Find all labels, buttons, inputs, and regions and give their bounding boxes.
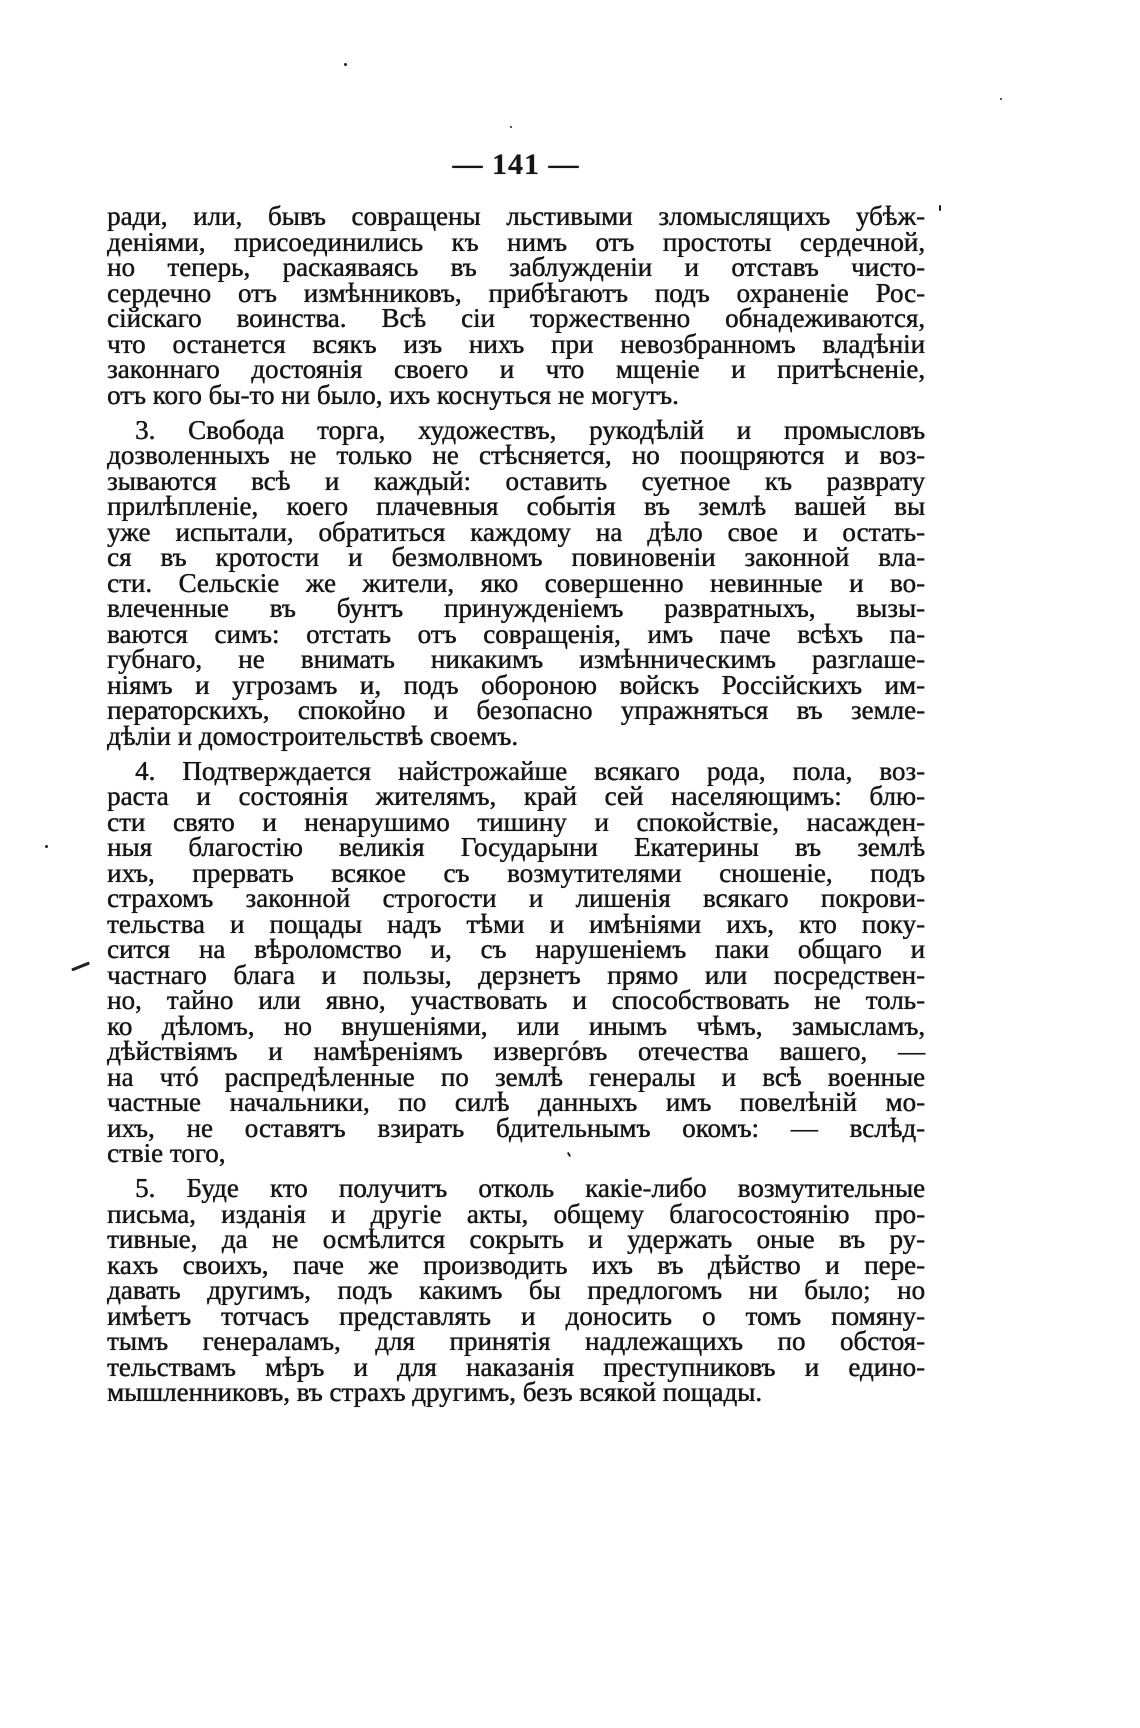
text-line bbox=[107, 1275, 925, 1305]
text-line-content: мышленниковъ, въ страхъ другимъ, безъ всякой пощады. bbox=[107, 1377, 763, 1407]
text-line-content: ваются симъ: отстать отъ совращенія, имъ паче всѣхъ па- bbox=[107, 618, 925, 649]
text-line bbox=[107, 695, 925, 725]
text-line-content: 4. Подтверждается найстрожайше всякаго рода, пола, воз- bbox=[135, 755, 925, 786]
text-line-content: уже испытали, обратиться каждому на дѣло свое и остать- bbox=[107, 516, 925, 547]
text-line bbox=[107, 781, 925, 811]
text-line bbox=[107, 1036, 925, 1066]
text-line bbox=[107, 593, 925, 623]
text-line-content: раста и состоянія жителямъ, край сей населяющимъ: блю- bbox=[107, 781, 925, 811]
text-line bbox=[107, 542, 925, 572]
text-line-content: сти. Сельскіе же жители, яко совершенно невинные и во- bbox=[107, 567, 925, 598]
text-line-content: губнаго, не внимать никакимъ измѣнническимъ разглаше- bbox=[107, 644, 925, 674]
text-line-content: но, тайно или явно, участвовать и способствовать не толь- bbox=[107, 985, 925, 1015]
text-line-content: кахъ своихъ, паче же производить ихъ въ дѣйство и пере- bbox=[107, 1249, 925, 1280]
text-line-content: тымъ генераламъ, для принятія надлежащихъ по обстоя- bbox=[107, 1326, 925, 1356]
text-line bbox=[107, 440, 925, 470]
text-line bbox=[107, 303, 925, 333]
text-line-content: прилѣпленіе, коего плачевныя событія въ землѣ вашей вы bbox=[107, 491, 925, 521]
text-line bbox=[107, 1173, 925, 1203]
text-line-content: отъ кого бы-то ни было, ихъ коснуться не могутъ. bbox=[107, 379, 679, 410]
text-line-content: дѣліи и домостроительствѣ своемъ. bbox=[107, 720, 518, 751]
text-line bbox=[107, 1138, 925, 1168]
text-line bbox=[107, 1224, 925, 1254]
text-line-content: частнаго блага и пользы, дерзнетъ прямо или посредствен- bbox=[107, 959, 925, 990]
text-line bbox=[107, 720, 925, 751]
text-line-content: деніями, присоединились къ нимъ отъ простоты сердечной, bbox=[107, 226, 925, 257]
paragraph-5 bbox=[107, 1173, 925, 1407]
text-line-content: законнаго достоянія своего и что мщеніе и притѣсненіе, bbox=[107, 354, 925, 384]
text-line bbox=[107, 985, 925, 1015]
text-line bbox=[107, 644, 925, 674]
text-line-content: на чтó распредѣленные по землѣ генералы и всѣ военные bbox=[107, 1061, 925, 1092]
scan-speck bbox=[344, 63, 347, 66]
scan-speck bbox=[45, 845, 48, 848]
paragraph-continuation bbox=[107, 201, 925, 410]
text-line bbox=[107, 1326, 925, 1356]
body-text bbox=[107, 201, 925, 1407]
text-line-content: страхомъ законной строгости и лишенія всякаго покрови- bbox=[107, 883, 925, 913]
text-line-content: ствіе того, bbox=[107, 1138, 226, 1168]
text-line-content: ніямъ и угрозамъ и, подъ обороною войскъ Россійскихъ им- bbox=[107, 669, 925, 700]
text-line bbox=[107, 252, 925, 282]
text-line-content: ся въ кротости и безмолвномъ повиновеніи законной вла- bbox=[107, 542, 925, 572]
text-line bbox=[107, 934, 925, 964]
text-line-content: частные начальники, по силѣ данныхъ имъ повелѣній мо- bbox=[107, 1087, 925, 1117]
paragraph-4 bbox=[107, 755, 925, 1168]
text-line-content: тельства и пощады надъ тѣми и имѣніями ихъ, кто поку- bbox=[107, 908, 925, 939]
paragraph-3 bbox=[107, 414, 925, 751]
scan-speck bbox=[71, 962, 90, 971]
text-line-content: ихъ, не оставятъ взирать бдительнымъ окомъ: — вслѣд- bbox=[107, 1112, 925, 1143]
text-line-content: влеченные въ бунтъ принужденіемъ развратныхъ, вызы- bbox=[107, 593, 925, 623]
text-line bbox=[107, 491, 925, 521]
text-line-content: ператорскихъ, спокойно и безопасно упражняться въ земле- bbox=[107, 695, 925, 725]
scan-speck bbox=[939, 205, 941, 211]
text-line-content: давать другимъ, подъ какимъ бы предлогомъ ни было; но bbox=[107, 1275, 925, 1305]
text-line-content: ко дѣломъ, но внушеніями, или инымъ чѣмъ, замысламъ, bbox=[107, 1010, 925, 1041]
text-line-content: что останется всякъ изъ нихъ при невозбранномъ владѣніи bbox=[107, 328, 925, 359]
text-line-content: имѣетъ тотчасъ представлять и доносить о томъ помяну- bbox=[107, 1300, 925, 1331]
scan-speck bbox=[1000, 98, 1002, 100]
text-line bbox=[107, 1112, 925, 1143]
text-line-content: но теперь, раскаяваясь въ заблужденіи и отставъ чисто- bbox=[107, 252, 925, 282]
text-line bbox=[107, 354, 925, 384]
text-line-content: дѣйствіямъ и намѣреніямъ извергóвъ отечества вашего, — bbox=[107, 1036, 925, 1066]
text-line-content: 3. Свобода торга, художествъ, рукодѣлій и промысловъ bbox=[135, 414, 925, 445]
text-line-content: письма, изданія и другіе акты, общему благосостоянію про- bbox=[107, 1198, 925, 1229]
text-line bbox=[107, 201, 925, 231]
text-line bbox=[107, 1377, 925, 1407]
text-line bbox=[107, 883, 925, 913]
text-line-content: сти свято и ненарушимо тишину и спокойствіе, насажден- bbox=[107, 806, 925, 837]
text-line bbox=[107, 1087, 925, 1117]
text-line-content: зываются всѣ и каждый: оставить суетное къ разврату bbox=[107, 465, 925, 496]
text-line-content: тельствамъ мѣръ и для наказанія преступниковъ и едино- bbox=[107, 1351, 925, 1382]
text-line-content: 5. Буде кто получитъ отколь какіе-либо возмутительные bbox=[135, 1173, 925, 1203]
text-line-content: ради, или, бывъ совращены льстивыми зломыслящихъ убѣж- bbox=[107, 201, 925, 231]
text-line-content: дозволенныхъ не только не стѣсняется, но поощряются и воз- bbox=[107, 440, 925, 470]
text-line-content: сійскаго воинства. Всѣ сіи торжественно обнадеживаются, bbox=[107, 303, 925, 333]
text-line-content: сердечно отъ измѣнниковъ, прибѣгаютъ подъ охраненіе Рос- bbox=[107, 277, 925, 308]
text-line bbox=[107, 832, 925, 862]
scan-speck bbox=[510, 126, 512, 128]
text-line-content: сится на вѣроломство и, съ нарушеніемъ паки общаго и bbox=[107, 934, 925, 964]
text-line-content: ныя благостію великія Государыни Екатерины въ землѣ bbox=[107, 832, 925, 862]
text-line-content: ихъ, прервать всякое съ возмутителями сношеніе, подъ bbox=[107, 857, 925, 888]
page-number: — 141 — bbox=[452, 148, 580, 181]
text-line-content: тивные, да не осмѣлится сокрыть и удержать оные въ ру- bbox=[107, 1224, 925, 1254]
text-line bbox=[107, 379, 925, 410]
